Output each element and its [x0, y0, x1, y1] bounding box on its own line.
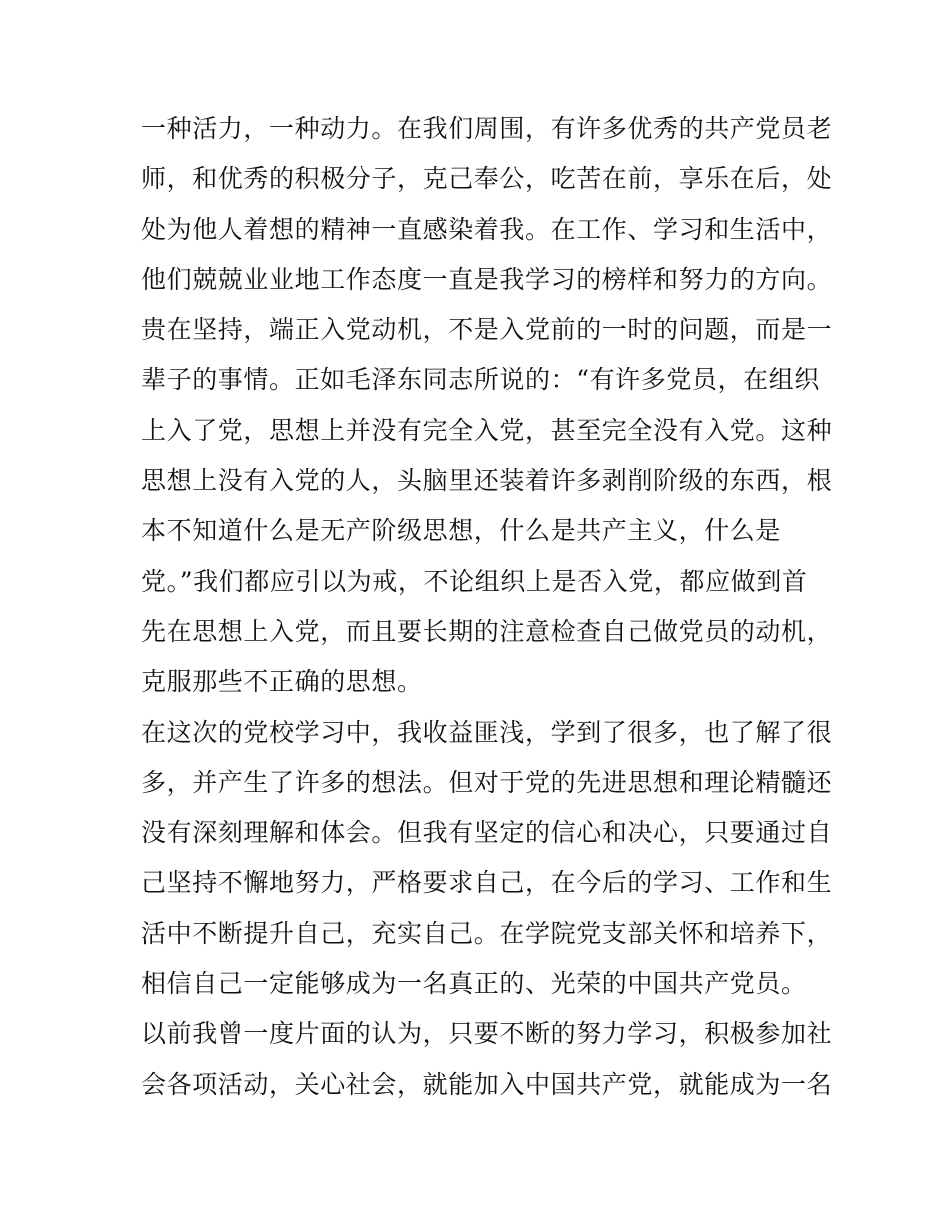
text-line: 他们兢兢业业地工作态度一直是我学习的榜样和努力的方向。 — [141, 264, 833, 294]
text-line: 没有深刻理解和体会。但我有坚定的信心和决心，只要通过自 — [141, 818, 833, 848]
text-line: 克服那些不正确的思想。 — [141, 667, 423, 697]
body-text — [141, 104, 833, 1110]
text-line: 己坚持不懈地努力，严格要求自己，在今后的学习、工作和生 — [141, 868, 833, 898]
text-line: 本不知道什么是无产阶级思想，什么是共产主义，什么是 — [141, 516, 782, 546]
text-line: 思想上没有入党的人，头脑里还装着许多剥削阶级的东西，根 — [141, 466, 833, 496]
text-line: 处为他人着想的精神一直感染着我。在工作、学习和生活中， — [141, 214, 833, 244]
text-line: 多，并产生了许多的想法。但对于党的先进思想和理论精髓还 — [141, 767, 833, 797]
text-line: 相信自己一定能够成为一名真正的、光荣的中国共产党员。 — [141, 969, 807, 999]
text-line: 贵在坚持，端正入党动机，不是入党前的一时的问题，而是一 — [141, 315, 833, 345]
text-line: 辈子的事情。正如毛泽东同志所说的：“有许多党员，在组织 — [141, 365, 820, 395]
text-line: 先在思想上入党，而且要长期的注意检查自己做党员的动机， — [141, 616, 833, 646]
text-line: 会各项活动，关心社会，就能加入中国共产党，就能成为一名 — [141, 1069, 833, 1099]
text-line: 一种活力，一种动力。在我们周围，有许多优秀的共产党员老 — [141, 114, 833, 143]
text-line: 以前我曾一度片面的认为，只要不断的努力学习，积极参加社 — [141, 1019, 833, 1049]
text-line: 上入了党，思想上并没有完全入党，甚至完全没有入党。这种 — [141, 415, 833, 445]
text-line: 在这次的党校学习中，我收益匪浅，学到了很多，也了解了很 — [141, 717, 833, 747]
text-line: 党。”我们都应引以为戒，不论组织上是否入党，都应做到首 — [141, 566, 808, 596]
text-line: 师，和优秀的积极分子，克己奉公，吃苦在前，享乐在后，处 — [141, 164, 833, 194]
text-line: 活中不断提升自己，充实自己。在学院党支部关怀和培养下， — [141, 918, 833, 948]
